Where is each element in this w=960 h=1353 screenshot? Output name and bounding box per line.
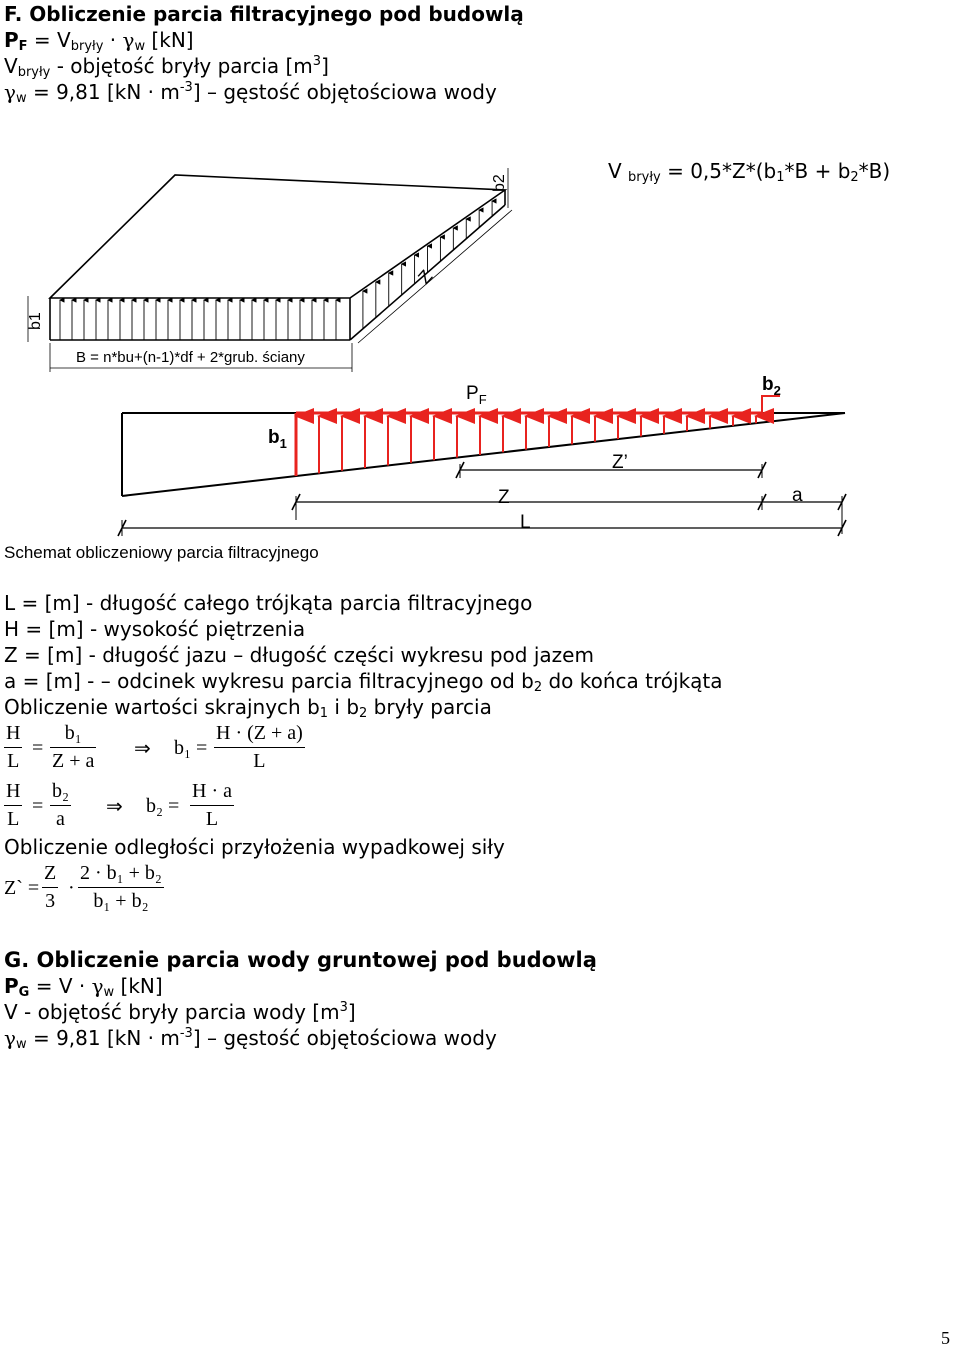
prism-side-arrows	[363, 201, 492, 329]
eq1-lhs: b₁ =	[174, 737, 208, 759]
eq3-frac-ratio: 2 · b₁ + b₂ b₁ + b₂	[80, 862, 162, 912]
label-b2: $b_2$	[762, 374, 781, 398]
label-pf: $P_F$	[466, 383, 487, 407]
volume-formula: V $_{bryły} = 0,5*Z*(b_1*B + b_2*B)$	[608, 159, 891, 185]
eq2-frac-b2: b₂ a	[52, 780, 69, 830]
eq2-implies: ⇒	[106, 796, 123, 818]
eq2-frac-h-l: H L	[6, 780, 21, 830]
eq2-equals: =	[32, 795, 44, 817]
pressure-prism-3d	[28, 168, 512, 372]
eq3-lhs: Z` =	[4, 877, 40, 899]
label-b1-vertical: b1	[27, 312, 44, 330]
eq1-equals: =	[32, 737, 44, 759]
label-z-diagonal: Z	[414, 266, 437, 288]
label-b2-vertical: b2	[491, 174, 508, 192]
def-H: H = [m] - wysokość piętrzenia	[4, 617, 306, 641]
label-a: a	[792, 485, 803, 506]
def-gamma-w: $\gamma_w = 9,81$ $[kN \cdot m^{-3}]$ – gęstość objętościowa wody	[4, 80, 497, 106]
eq2-frac-result: H · a L	[192, 780, 232, 830]
prism-top-face	[50, 175, 505, 298]
formula-pf: $P_F = V_{bryły} \cdot \gamma_w$ [kN]	[4, 28, 194, 54]
prism-front-arrows	[60, 300, 336, 340]
filtration-pressure-figure	[0, 0, 960, 570]
label-B-formula: B = n*bu+(n-1)*df + 2*grub. ściany	[76, 349, 305, 366]
def-Z: Z = [m] - długość jazu – długość części wykresu pod jazem	[4, 643, 594, 667]
eq3-frac-z3: Z 3	[44, 862, 57, 912]
eq1-frac-b1: b₁ Z + a	[52, 722, 95, 772]
label-L: L	[520, 512, 531, 533]
dim-ticks	[118, 462, 846, 536]
pg-symbol: $P_G$	[4, 974, 30, 1000]
eq3-dot: ·	[68, 877, 75, 899]
eq2-lhs: b₂ =	[146, 795, 180, 817]
figure-caption: Schemat obliczeniowy parcia filtracyjnego	[4, 543, 319, 562]
extremes-heading: Obliczenie wartości skrajnych $b_1$ i $b_2$ bryły parcia	[4, 695, 492, 721]
label-b1: $b_1$	[268, 427, 287, 451]
eq1-frac-h-l: H L	[6, 722, 21, 772]
label-z: Z	[498, 487, 510, 508]
scheme-hypotenuse	[122, 413, 845, 496]
def-a: a = [m] - – odcinek wykresu parcia filtracyjnego od $b_2$ do końca trójkąta	[4, 669, 723, 695]
section-f-heading: F. Obliczenie parcia filtracyjnego pod budowlą	[4, 2, 524, 26]
eq1-frac-result: H · (Z + a) L	[216, 722, 303, 772]
eq1-implies: ⇒	[134, 738, 151, 760]
page-number: 5	[941, 1328, 950, 1348]
def-L: L = [m] - długość całego trójkąta parcia filtracyjnego	[4, 591, 533, 615]
pressure-scheme-2d	[118, 396, 846, 536]
b2-marker	[762, 396, 780, 413]
def-v-water: V - objętość bryły parcia wody $[m^3]$	[4, 1000, 356, 1024]
pf-symbol: $P_F$	[4, 28, 28, 54]
filtration-load-arrows	[296, 416, 756, 476]
formula-pg: $P_G = V \cdot \gamma_w$ [kN]	[4, 974, 163, 1000]
label-zprime: Z’	[612, 452, 628, 473]
section-g-heading: G. Obliczenie parcia wody gruntowej pod budowlą	[4, 948, 597, 972]
def-v-bryly: $V_{bryły}$ - objętość bryły parcia $[m^3]$	[4, 54, 329, 80]
def-gamma-w-g: $\gamma_w = 9,81$ $[kN \cdot m^{-3}]$ – gęstość objętościowa wody	[4, 1026, 497, 1052]
distance-heading: Obliczenie odległości przyłożenia wypadkowej siły	[4, 835, 505, 859]
